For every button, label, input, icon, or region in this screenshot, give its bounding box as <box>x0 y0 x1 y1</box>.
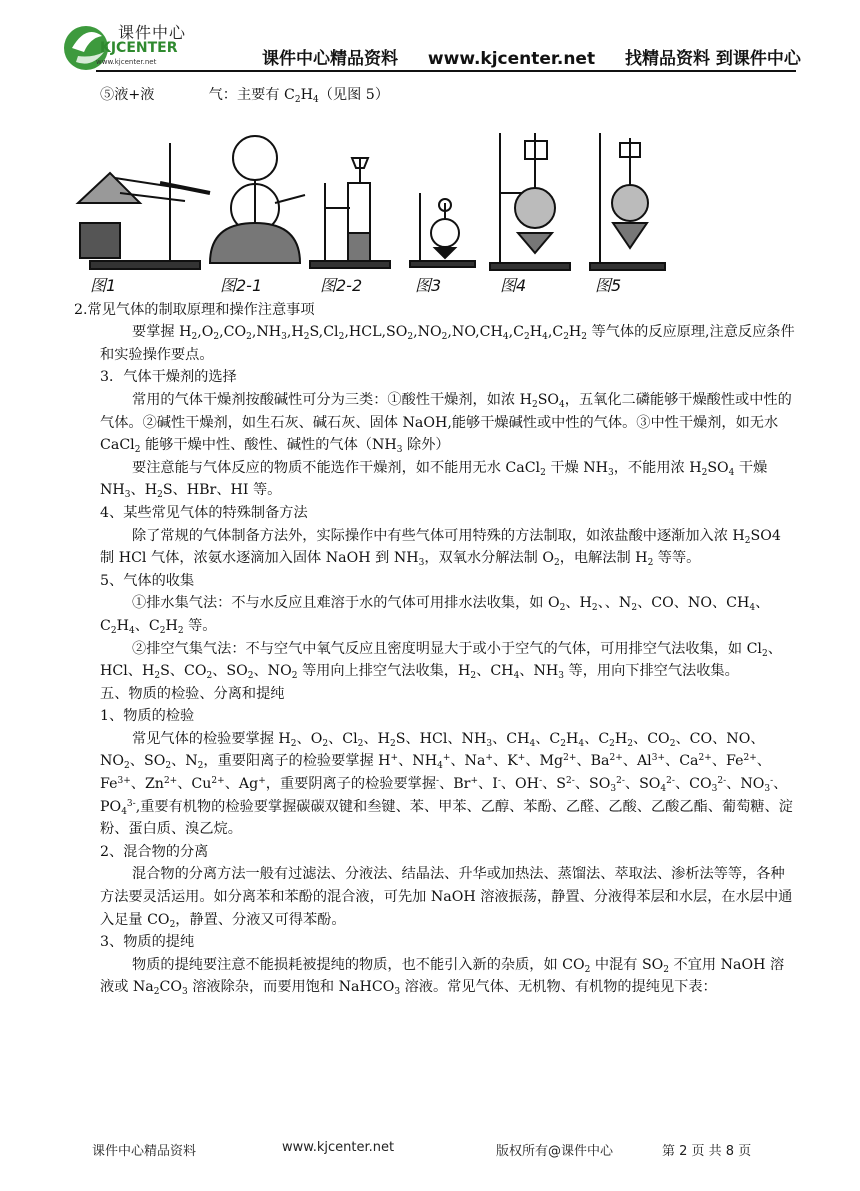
figure-label-3: 图3 <box>415 275 442 293</box>
section-5-3-body: 物质的提纯要注意不能损耗被提纯的物质，也不能引入新的杂质，如 $CO_2$ 中混有 $SO_2$ 不宜用 NaOH 溶液或 $Na_2CO_3$ 溶液除杂，而要用饱和 NaHCO$_3$ 溶液。常见气体、无机物、有机物的提纯见下表： <box>100 956 785 998</box>
logo-en: KJCENTER <box>100 40 178 56</box>
logo-url: www.kjcenter.net <box>96 58 157 66</box>
figure-label-4: 图4 <box>500 275 527 293</box>
figure-label-2-1: 图2-1 <box>220 275 263 293</box>
header-divider <box>96 70 796 72</box>
section-5-2-heading: 2、混合物的分离 <box>100 843 209 860</box>
chapter-5-heading: 五、物质的检验、分离和提纯 <box>100 685 285 702</box>
section-5-body-2: ②排空气集气法：不与空气中氧气反应且密度明显大于或小于空气的气体，可用排空气法收集，如 $Cl_2$、HCl、$H_2S$、$CO_2$、$SO_2$、$NO_2$ 等用向上排空气法收集，$H_2$、$CH_4$、$NH_3$ 等，用向下排空气法收集。 <box>100 640 782 682</box>
logo-cn: 课件中心 <box>118 23 187 42</box>
item-liquid-liquid: ⑤液+液 气：主要有 $C_2H_4$（见图 5） <box>100 87 390 105</box>
footer-left: 课件中心精品资料 <box>92 1144 197 1159</box>
figure-label-5: 图5 <box>595 275 622 293</box>
figure-1-drawing <box>78 143 210 269</box>
footer-page-number: 第 2 页 共 8 页 <box>662 1144 752 1159</box>
section-5-body-1: ①排水集气法：不与水反应且难溶于水的气体可用排水法收集，如 $O_2$、$H_2$、、$N_2$、CO、NO、$CH_4$、$C_2H_4$、$C_2H_2$ 等。 <box>100 595 770 636</box>
header-left-text: 课件中心精品资料 <box>262 49 398 69</box>
section-3-heading: 3．气体干燥剂的选择 <box>100 369 237 386</box>
section-5-2-body: 混合物的分离方法一般有过滤法、分液法、结晶法、升华或加热法、蒸馏法、萃取法、渗析法等等，各种方法要灵活运用。如分离苯和苯酚的混合液，可先加 NaOH 溶液振荡，静置、分液得苯层和水层，在水层中通入足量 $CO_2$，静置、分液又可得苯酚。 <box>100 866 793 930</box>
section-5-3-heading: 3、物质的提纯 <box>100 934 195 951</box>
page-header <box>0 0 860 78</box>
header-banner <box>262 44 825 69</box>
figure-2-1-drawing <box>210 136 305 263</box>
apparatus-figures <box>70 113 766 293</box>
figure-2-2-drawing <box>310 158 390 268</box>
section-5-1-heading: 1、物质的检验 <box>100 708 195 725</box>
section-4-heading: 4、某些常见气体的特殊制备方法 <box>100 504 308 521</box>
apparatus-drawings <box>70 113 790 293</box>
footer-url[interactable]: www.kjcenter.net <box>282 1140 395 1155</box>
section-2-body: 要掌握 $H_2,O_2,CO_2,NH_3,H_2S,Cl_2,HCL,SO_2,NO_2,NO,CH_4,C_2H_4,C_2H_2$ 等气体的反应原理,注意反应条件和实验操作要点。 <box>100 324 795 363</box>
header-slogan: 找精品资料 到课件中心 <box>625 49 801 69</box>
section-2-heading: 2.常见气体的制取原理和操作注意事项 <box>74 301 315 318</box>
section-5-1-body: 常见气体的检验要掌握 $H_2$、$O_2$、$Cl_2$、$H_2S$、HCl、$NH_3$、$CH_4$、$C_2H_4$、$C_2H_2$、$CO_2$、CO、NO、$NO_2$、$SO_2$、$N_2$，重要阳离子的检验要掌握 H+、$NH_4^+$、Na+、K+、$Mg^{2+}$、$Ba^{2+}$、$Al^{3+}$、$Ca^{2+}$、$Fe^{2+}$、$Fe^{3+}$、$Zn^{2+}$、$Cu^{2+}$、Ag+，重要阴离子的检验要掌握-、Br+、I-、OH-、$S^{2-}$、$SO_3^{2-}$、$SO_4^{2-}$、$CO_3^{2-}$、$NO_3^-$、$PO_4^{3-}$,重要有机物的检验要掌握碳碳双键和叁键、苯、甲苯、乙醇、苯酚、乙醛、乙酸、乙酸乙酯、葡萄糖、淀粉、蛋白质、溴乙烷。 <box>100 730 793 838</box>
section-5-heading: 5、气体的收集 <box>100 572 195 589</box>
figure-3-drawing <box>410 193 475 267</box>
figure-label-2-2: 图2-2 <box>320 275 363 293</box>
figure-4-drawing <box>490 133 570 270</box>
section-3-body-1: 常用的气体干燥剂按酸碱性可分为三类：①酸性干燥剂，如浓 $H_2SO_4$，五氧化二磷能够干燥酸性或中性的气体。②碱性干燥剂，如生石灰、碱石灰、固体 NaOH,能够干燥碱性或中性的气体。③中性干燥剂，如无水 CaCl$_2$ 能够干燥中性、酸性、碱性的气体（$NH_3$ 除外） <box>100 391 792 456</box>
figure-5-drawing <box>590 133 665 270</box>
section-4-body: 除了常规的气体制备方法外，实际操作中有些气体可用特殊的方法制取，如浓盐酸中逐渐加入浓 $H_2SO4$ 制 HCl 气体，浓氨水逐滴加入固体 NaOH 到 $NH_3$，双氧水分解法制 $O_2$，电解法制 $H_2$ 等等。 <box>100 527 781 569</box>
header-url[interactable]: www.kjcenter.net <box>427 49 596 69</box>
footer-copyright: 版权所有@课件中心 <box>496 1144 614 1159</box>
figure-label-1: 图1 <box>90 275 117 293</box>
document-body <box>74 84 796 999</box>
section-3-body-2: 要注意能与气体反应的物质不能选作干燥剂，如不能用无水 CaCl$_2$ 干燥 $NH_3$，不能用浓 $H_2SO_4$ 干燥 $NH_3$、$H_2S$、HBr、HI 等。 <box>100 459 768 501</box>
